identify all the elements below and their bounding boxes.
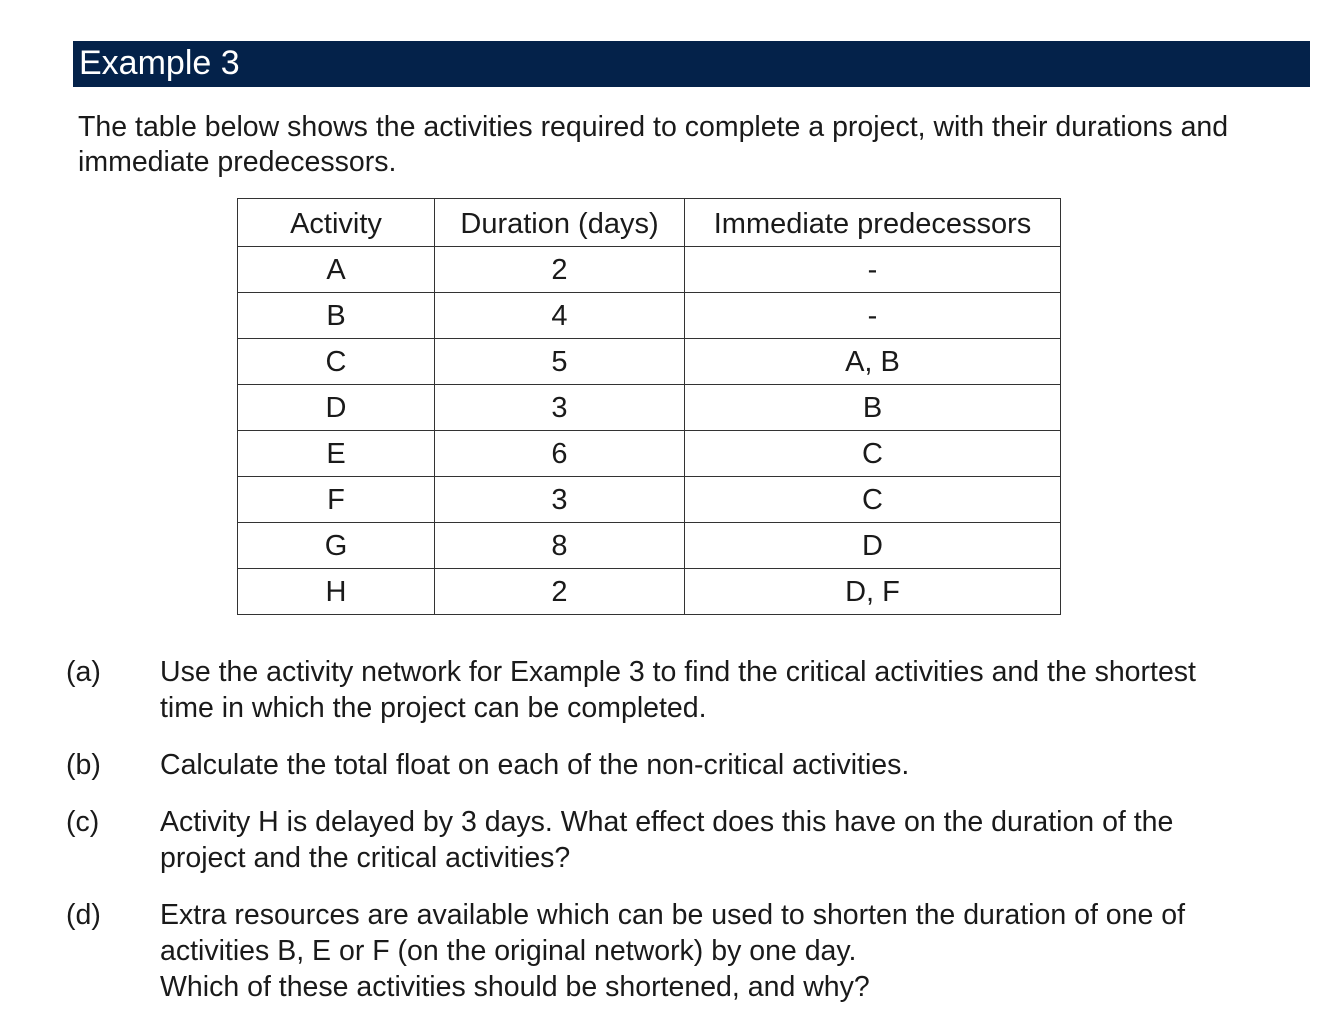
column-header-duration: Duration (days) <box>435 199 685 247</box>
predecessors-cell: C <box>685 477 1061 523</box>
column-header-predecessors: Immediate predecessors <box>685 199 1061 247</box>
table-row <box>238 293 1061 339</box>
activity-cell: C <box>238 339 435 385</box>
example-title-bar <box>73 41 1310 87</box>
table-row <box>238 569 1061 615</box>
question-text <box>160 654 1310 726</box>
duration-cell: 4 <box>435 293 685 339</box>
question-label: (b) <box>66 749 101 781</box>
table-row <box>238 477 1061 523</box>
table-header-row <box>238 199 1061 247</box>
predecessors-cell: D <box>685 523 1061 569</box>
predecessors-cell: D, F <box>685 569 1061 615</box>
table-row <box>238 385 1061 431</box>
predecessors-cell: - <box>685 247 1061 293</box>
activity-cell: D <box>238 385 435 431</box>
column-header-activity: Activity <box>238 199 435 247</box>
duration-cell: 6 <box>435 431 685 477</box>
question-line: Extra resources are available which can be used to shorten the duration of one of <box>160 899 1186 931</box>
activity-cell: E <box>238 431 435 477</box>
predecessors-cell: B <box>685 385 1061 431</box>
question-text <box>160 804 1310 876</box>
table-row <box>238 339 1061 385</box>
intro-line-1: The table below shows the activities required to complete a project, with their durations and <box>78 111 1229 143</box>
activity-cell: A <box>238 247 435 293</box>
duration-cell: 3 <box>435 477 685 523</box>
question-label: (d) <box>66 899 101 931</box>
question-line: Activity H is delayed by 3 days. What effect does this have on the duration of the <box>160 806 1174 838</box>
activity-cell: H <box>238 569 435 615</box>
duration-cell: 5 <box>435 339 685 385</box>
question-text <box>160 897 1310 1005</box>
question-line: Use the activity network for Example 3 to find the critical activities and the shortest <box>160 656 1196 688</box>
table-row <box>238 431 1061 477</box>
question-line: project and the critical activities? <box>160 842 571 874</box>
predecessors-cell: C <box>685 431 1061 477</box>
predecessors-cell: - <box>685 293 1061 339</box>
table-row <box>238 247 1061 293</box>
duration-cell: 2 <box>435 569 685 615</box>
table-row <box>238 523 1061 569</box>
activity-cell: G <box>238 523 435 569</box>
predecessors-cell: A, B <box>685 339 1061 385</box>
intro-paragraph <box>78 110 1318 180</box>
duration-cell: 8 <box>435 523 685 569</box>
question-line: Calculate the total float on each of the non-critical activities. <box>160 749 910 781</box>
activity-table <box>237 198 1061 615</box>
question-text <box>160 747 1310 783</box>
question-label: (c) <box>66 806 100 838</box>
question-line: activities B, E or F (on the original network) by one day. <box>160 935 857 967</box>
question-label: (a) <box>66 656 101 688</box>
question-line: time in which the project can be completed. <box>160 692 707 724</box>
intro-line-2: immediate predecessors. <box>78 146 397 178</box>
activity-cell: B <box>238 293 435 339</box>
question-line: Which of these activities should be shortened, and why? <box>160 971 870 1003</box>
example-title: Example 3 <box>79 44 240 82</box>
duration-cell: 2 <box>435 247 685 293</box>
activity-cell: F <box>238 477 435 523</box>
duration-cell: 3 <box>435 385 685 431</box>
